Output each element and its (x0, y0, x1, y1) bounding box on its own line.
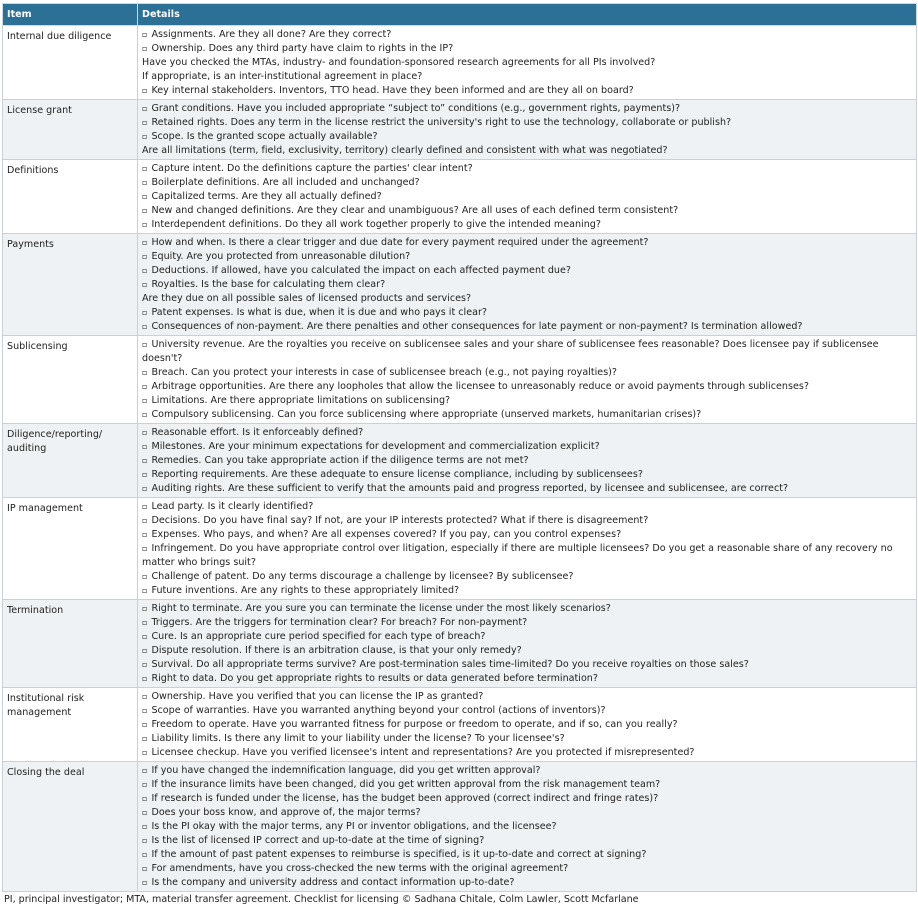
checklist-bullet-item: ▫ Right to data. Do you get appropriate rights to results or data generated before termination? (142, 672, 912, 686)
table-row (3, 600, 917, 688)
checklist-bullet-item: ▫ Interdependent definitions. Do they all work together properly to give the intended meaning? (142, 218, 912, 232)
checklist-bullet-item: ▫ Does your boss know, and approve of, the major terms? (142, 806, 912, 820)
table-row (3, 26, 917, 100)
checklist-bullet-item: ▫ Boilerplate definitions. Are all included and unchanged? (142, 176, 912, 190)
row-item-label: Internal due diligence (3, 26, 138, 100)
row-item-label: IP management (3, 498, 138, 600)
checklist-bullet-item: ▫ If research is funded under the license, has the budget been approved (correct indirect and fringe rates)? (142, 792, 912, 806)
checklist-bullet-item: ▫ New and changed definitions. Are they clear and unambiguous? Are all uses of each defined term consistent? (142, 204, 912, 218)
row-item-label: Definitions (3, 160, 138, 234)
checklist-bullet-item: ▫ Survival. Do all appropriate terms survive? Are post-termination sales time-limited? Do you receive royalties on those sales? (142, 658, 912, 672)
checklist-bullet-item: ▫ Breach. Can you protect your interests in case of sublicensee breach (e.g., not paying royalties)? (142, 366, 912, 380)
table-row (3, 424, 917, 498)
checklist-bullet-item: ▫ Scope. Is the granted scope actually available? (142, 130, 912, 144)
checklist-bullet-item: ▫ Right to terminate. Are you sure you can terminate the license under the most likely scenarios? (142, 602, 912, 616)
checklist-bullet-item: ▫ Decisions. Do you have final say? If not, are your IP interests protected? What if there is disagreement? (142, 514, 912, 528)
checklist-note: Have you checked the MTAs, industry- and foundation-sponsored research agreements for all PIs involved? (142, 57, 656, 68)
checklist-bullet-item: ▫ Future inventions. Are any rights to these appropriately limited? (142, 584, 912, 598)
checklist-bullet-item: ▫ Equity. Are you protected from unreasonable dilution? (142, 250, 912, 264)
row-item-label: License grant (3, 100, 138, 160)
row-details (138, 100, 917, 160)
row-details (138, 336, 917, 424)
checklist-bullet-item: ▫ Reasonable effort. Is it enforceably defined? (142, 426, 912, 440)
table-row (3, 336, 917, 424)
checklist-bullet-item: ▫ Cure. Is an appropriate cure period specified for each type of breach? (142, 630, 912, 644)
checklist-bullet-item: ▫ Limitations. Are there appropriate limitations on sublicensing? (142, 394, 912, 408)
checklist-bullet-item: ▫ Scope of warranties. Have you warranted anything beyond your control (actions of inventors)? (142, 704, 912, 718)
checklist-bullet-item: ▫ Deductions. If allowed, have you calculated the impact on each affected payment due? (142, 264, 912, 278)
checklist-note: If appropriate, is an inter-institutional agreement in place? (142, 71, 423, 82)
checklist-bullet-item: ▫ Expenses. Who pays, and when? Are all expenses covered? If you pay, can you control expenses? (142, 528, 912, 542)
checklist-bullet-item: ▫ Lead party. Is it clearly identified? (142, 500, 912, 514)
checklist-bullet-item: ▫ Compulsory sublicensing. Can you force sublicensing where appropriate (unserved markets, humanitarian crises)? (142, 408, 912, 422)
header-details: Details (138, 4, 917, 26)
checklist-bullet-item: ▫ Dispute resolution. If there is an arbitration clause, is that your only remedy? (142, 644, 912, 658)
licensing-checklist-table (2, 3, 917, 892)
checklist-bullet-item: ▫ How and when. Is there a clear trigger and due date for every payment required under the agreement? (142, 236, 912, 250)
table-row (3, 498, 917, 600)
table-row (3, 762, 917, 892)
row-item-label: Institutional risk management (3, 688, 138, 762)
row-item-label: Payments (3, 234, 138, 336)
checklist-bullet-item: ▫ Licensee checkup. Have you verified licensee's intent and representations? Are you protected if misrepresented? (142, 746, 912, 760)
checklist-bullet-item: ▫ If you have changed the indemnification language, did you get written approval? (142, 764, 912, 778)
row-details (138, 600, 917, 688)
row-item-label: Sublicensing (3, 336, 138, 424)
row-details (138, 498, 917, 600)
checklist-bullet-item: ▫ Is the PI okay with the major terms, any PI or inventor obligations, and the licensee? (142, 820, 912, 834)
row-item-label: Closing the deal (3, 762, 138, 892)
table-caption: PI, principal investigator; MTA, material transfer agreement. Checklist for licensing © Sadhana Chitale, Colm Lawler, Scott Mcfarlane (4, 894, 639, 905)
checklist-bullet-item: ▫ For amendments, have you cross-checked the new terms with the original agreement? (142, 862, 912, 876)
row-item-label: Termination (3, 600, 138, 688)
row-details (138, 424, 917, 498)
checklist-bullet-item: ▫ Grant conditions. Have you included appropriate “subject to” conditions (e.g., government rights, payments)? (142, 102, 912, 116)
checklist-bullet-item: ▫ Is the company and university address and contact information up-to-date? (142, 876, 912, 890)
checklist-bullet-item: ▫ If the amount of past patent expenses to reimburse is specified, is it up-to-date and correct at signing? (142, 848, 912, 862)
checklist-bullet-item: ▫ University revenue. Are the royalties you receive on sublicensee sales and your share of sublicensee fees reasonable? Does licensee pay if sublicensee doesn't? (142, 338, 912, 366)
checklist-bullet-item: ▫ Ownership. Does any third party have claim to rights in the IP? (142, 42, 912, 56)
table-body (3, 26, 917, 892)
row-details (138, 26, 917, 100)
row-item-label: Diligence/reporting/ auditing (3, 424, 138, 498)
row-details (138, 762, 917, 892)
checklist-bullet-item: ▫ Freedom to operate. Have you warranted fitness for purpose or freedom to operate, and if so, can you really? (142, 718, 912, 732)
checklist-bullet-item: ▫ Reporting requirements. Are these adequate to ensure license compliance, including by sublicensees? (142, 468, 912, 482)
checklist-bullet-item: ▫ Remedies. Can you take appropriate action if the diligence terms are not met? (142, 454, 912, 468)
checklist-bullet-item: ▫ Consequences of non-payment. Are there penalties and other consequences for late payment or non-payment? Is termination allowed? (142, 320, 912, 334)
checklist-bullet-item: ▫ Key internal stakeholders. Inventors, TTO head. Have they been informed and are they all on board? (142, 84, 912, 98)
checklist-bullet-item: ▫ Assignments. Are they all done? Are they correct? (142, 28, 912, 42)
header-item: Item (3, 4, 138, 26)
checklist-bullet-item: ▫ Triggers. Are the triggers for termination clear? For breach? For non-payment? (142, 616, 912, 630)
checklist-note: Are they due on all possible sales of licensed products and services? (142, 293, 472, 304)
checklist-bullet-item: ▫ Auditing rights. Are these sufficient to verify that the amounts paid and progress reported, by licensee and sublicensee, are correct? (142, 482, 912, 496)
checklist-bullet-item: ▫ If the insurance limits have been changed, did you get written approval from the risk management team? (142, 778, 912, 792)
checklist-bullet-item: ▫ Royalties. Is the base for calculating them clear? (142, 278, 912, 292)
checklist-bullet-item: ▫ Ownership. Have you verified that you can license the IP as granted? (142, 690, 912, 704)
row-details (138, 688, 917, 762)
checklist-bullet-item: ▫ Is the list of licensed IP correct and up-to-date at the time of signing? (142, 834, 912, 848)
row-details (138, 234, 917, 336)
checklist-bullet-item: ▫ Arbitrage opportunities. Are there any loopholes that allow the licensee to unreasonably reduce or avoid payments through sublicenses? (142, 380, 912, 394)
checklist-bullet-item: ▫ Patent expenses. Is what is due, when it is due and who pays it clear? (142, 306, 912, 320)
checklist-bullet-item: ▫ Liability limits. Is there any limit to your liability under the license? To your licensee's? (142, 732, 912, 746)
table-row (3, 234, 917, 336)
checklist-bullet-item: ▫ Milestones. Are your minimum expectations for development and commercialization explicit? (142, 440, 912, 454)
checklist-bullet-item: ▫ Infringement. Do you have appropriate control over litigation, especially if there are multiple licensees? Do you get a reasonable share of any recovery no matter who brings suit? (142, 542, 912, 570)
row-details (138, 160, 917, 234)
checklist-bullet-item: ▫ Capitalized terms. Are they all actually defined? (142, 190, 912, 204)
header-row (3, 4, 917, 26)
checklist-bullet-item: ▫ Capture intent. Do the definitions capture the parties' clear intent? (142, 162, 912, 176)
checklist-bullet-item: ▫ Challenge of patent. Do any terms discourage a challenge by licensee? By sublicensee? (142, 570, 912, 584)
checklist-note: Are all limitations (term, field, exclusivity, territory) clearly defined and consistent with what was negotiated? (142, 145, 668, 156)
table-row (3, 100, 917, 160)
table-row (3, 688, 917, 762)
checklist-bullet-item: ▫ Retained rights. Does any term in the license restrict the university's right to use the technology, collaborate or publish? (142, 116, 912, 130)
table-row (3, 160, 917, 234)
